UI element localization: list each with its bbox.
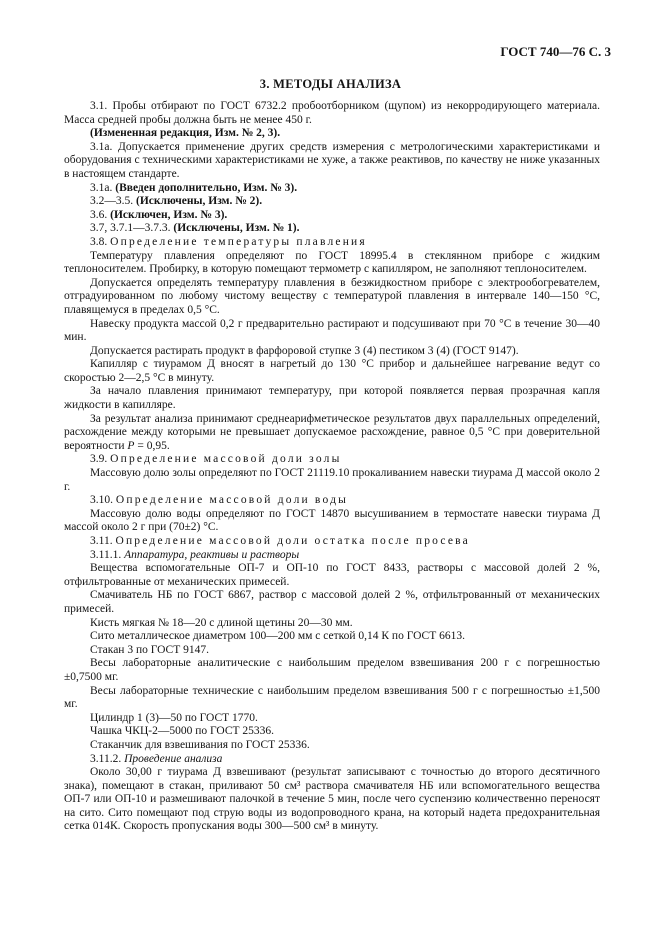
paragraph-text: 3.1а. Допускается применение других средств измерения с метрологическими характеристиками и оборудования с техническими характеристиками не хуже, а также реактивов, по качеству не ниже указанных в настоящем стандарте. xyxy=(64,140,600,180)
clause-heading: Определение массовой доли золы xyxy=(110,453,342,466)
paragraph-text: За результат анализа принимают среднеарифметическое результатов двух параллельных определений, расхождение между которыми не превышает допускаемое расхождение, равное 0,5 °С при доверительной вероятности xyxy=(64,412,600,452)
paragraph-text: Чашка ЧКЦ-2—5000 по ГОСТ 25336. xyxy=(90,725,275,738)
paragraph xyxy=(64,725,600,739)
paragraph xyxy=(64,712,600,726)
paragraph xyxy=(64,141,600,182)
clause-heading: Определение массовой доли остатка после просева xyxy=(115,535,470,547)
subclause-heading: Проведение анализа xyxy=(124,752,223,765)
paragraph xyxy=(64,358,600,385)
paragraph-text: Весы лабораторные аналитические с наибольшим пределом взвешивания 200 г с погрешностью ±0,7500 мг. xyxy=(64,657,600,683)
paragraph-text: Стаканчик для взвешивания по ГОСТ 25336. xyxy=(90,738,310,751)
paragraph xyxy=(64,644,600,658)
amendment-note: (Исключен, Изм. № 3). xyxy=(110,208,228,221)
document-body xyxy=(64,100,600,834)
amendment-note: (Исключены, Изм. № 1). xyxy=(173,222,300,235)
paragraph-text: Навеску продукта массой 0,2 г предварительно растирают и подсушивают при 70 °С в течение 30—40 мин. xyxy=(64,317,600,344)
paragraph-text: Смачиватель НБ по ГОСТ 6867, раствор с массовой долей 2 %, отфильтрованный от механических примесей. xyxy=(64,589,600,615)
paragraph xyxy=(64,766,600,834)
clause-number: 3.1а. xyxy=(90,181,116,194)
paragraph xyxy=(64,222,600,236)
paragraph-text: Сито металлическое диаметром 100—200 мм с сеткой 0,14 К по ГОСТ 6613. xyxy=(90,630,465,643)
amendment-note: (Введен дополнительно, Изм. № 3). xyxy=(115,181,298,194)
paragraph xyxy=(64,182,600,196)
paragraph-text: 3.1. Пробы отбирают по ГОСТ 6732.2 пробоотборником (щупом) из некорродирующего материала. Масса средней пробы должна быть не менее 450 г. xyxy=(64,100,600,126)
paragraph xyxy=(64,508,600,535)
paragraph xyxy=(64,685,600,712)
paragraph xyxy=(64,630,600,644)
clause-number: 3.8. xyxy=(90,235,111,248)
clause-number: 3.2—3.5. xyxy=(90,195,136,208)
clause-number: 3.11.2. xyxy=(90,752,125,765)
amendment-note: (Измененная редакция, Изм. № 2, 3). xyxy=(90,127,281,140)
clause-number: 3.11.1. xyxy=(90,548,125,561)
paragraph xyxy=(64,209,600,223)
clause-number: 3.10. xyxy=(90,494,116,507)
clause-heading: Определение массовой доли воды xyxy=(115,494,349,507)
paragraph-text: Весы лабораторные технические с наибольшим пределом взвешивания 500 г с погрешностью ±1,500 мг. xyxy=(64,684,600,711)
clause-heading: Определение температуры плавления xyxy=(110,235,367,248)
paragraph xyxy=(64,535,600,549)
paragraph xyxy=(64,413,600,454)
symbol-text: Р xyxy=(127,439,135,452)
paragraph xyxy=(64,345,600,359)
paragraph-text: Цилиндр 1 (3)—50 по ГОСТ 1770. xyxy=(90,711,258,724)
paragraph xyxy=(64,753,600,767)
clause-number: 3.9. xyxy=(90,453,111,466)
paragraph xyxy=(64,277,600,318)
paragraph-text: За начало плавления принимают температуру, при которой появляется первая прозрачная капля жидкости в капилляре. xyxy=(64,385,600,412)
paragraph xyxy=(64,657,600,684)
paragraph xyxy=(64,589,600,616)
clause-number: 3.11. xyxy=(90,535,116,547)
paragraph-text: Стакан 3 по ГОСТ 9147. xyxy=(90,643,209,656)
paragraph-text: Вещества вспомогательные ОП-7 и ОП-10 по ГОСТ 8433, растворы с массовой долей 2 %, отфильтрованные от механических примесей. xyxy=(64,562,600,588)
paragraph xyxy=(64,195,600,209)
paragraph xyxy=(64,562,600,589)
page-header: ГОСТ 740—76 С. 3 xyxy=(500,44,611,59)
paragraph xyxy=(64,318,600,345)
paragraph-text: Массовую долю золы определяют по ГОСТ 21119.10 прокаливанием навески тиурама Д массой около 2 г. xyxy=(64,467,600,493)
paragraph-text: Кисть мягкая № 18—20 с длиной щетины 20—30 мм. xyxy=(90,616,353,629)
paragraph-text: Капилляр с тиурамом Д вносят в нагретый до 130 °С прибор и дальнейшее нагревание ведут со скоростью 2—2,5 °С в минуту. xyxy=(64,358,600,384)
paragraph-text: Допускается растирать продукт в фарфоровой ступке 3 (4) пестиком 3 (4) (ГОСТ 9147). xyxy=(90,344,519,357)
amendment-note: (Исключены, Изм. № 2). xyxy=(136,195,263,208)
paragraph xyxy=(64,739,600,753)
paragraph-text: Около 30,00 г тиурама Д взвешивают (результат записывают с точностью до второго десятичного знака), помещают в стакан, приливают 50 см³ раствора смачивателя НБ или вспомогательного вещества ОП-7 или ОП-10 и размешивают палочкой в течение 5 мин, после чего суспензию количественно переносят на сито. Сито помещают под струю воды из водопроводного крана, на который надета предохранительная сетка 014К. Скорость пропускания воды 300—500 см³ в минуту. xyxy=(64,766,600,833)
paragraph-text: Температуру плавления определяют по ГОСТ 18995.4 в стеклянном приборе с жидким теплоносителем. Пробирку, в которую помещают термометр с капилляром, не заполняют теплоносителем. xyxy=(64,249,600,276)
subclause-heading: Аппаратура, реактивы и растворы xyxy=(124,548,300,561)
paragraph xyxy=(64,467,600,494)
paragraph xyxy=(64,236,600,250)
paragraph xyxy=(64,617,600,631)
paragraph xyxy=(64,250,600,277)
paragraph-text: Допускается определять температуру плавления в безжидкостном приборе с электрообогревателем, отградуированном по любому чистому веществу с температурой плавления в интервале 140—150 °С, плавящемуся в пределах 0,5 °С. xyxy=(64,276,600,316)
paragraph xyxy=(64,385,600,412)
paragraph-text-tail: = 0,95. xyxy=(134,439,170,452)
paragraph xyxy=(64,453,600,467)
paragraph xyxy=(64,127,600,141)
section-title: 3. МЕТОДЫ АНАЛИЗА xyxy=(259,77,402,91)
clause-number: 3.7, 3.7.1—3.7.3. xyxy=(90,222,174,235)
paragraph xyxy=(64,549,600,563)
paragraph-text: Массовую долю воды определяют по ГОСТ 14870 высушиванием в термостате навески тиурама Д массой около 2 г при (70±2) °С. xyxy=(64,507,600,534)
clause-number: 3.6. xyxy=(90,208,111,221)
paragraph xyxy=(64,100,600,127)
paragraph xyxy=(64,494,600,508)
